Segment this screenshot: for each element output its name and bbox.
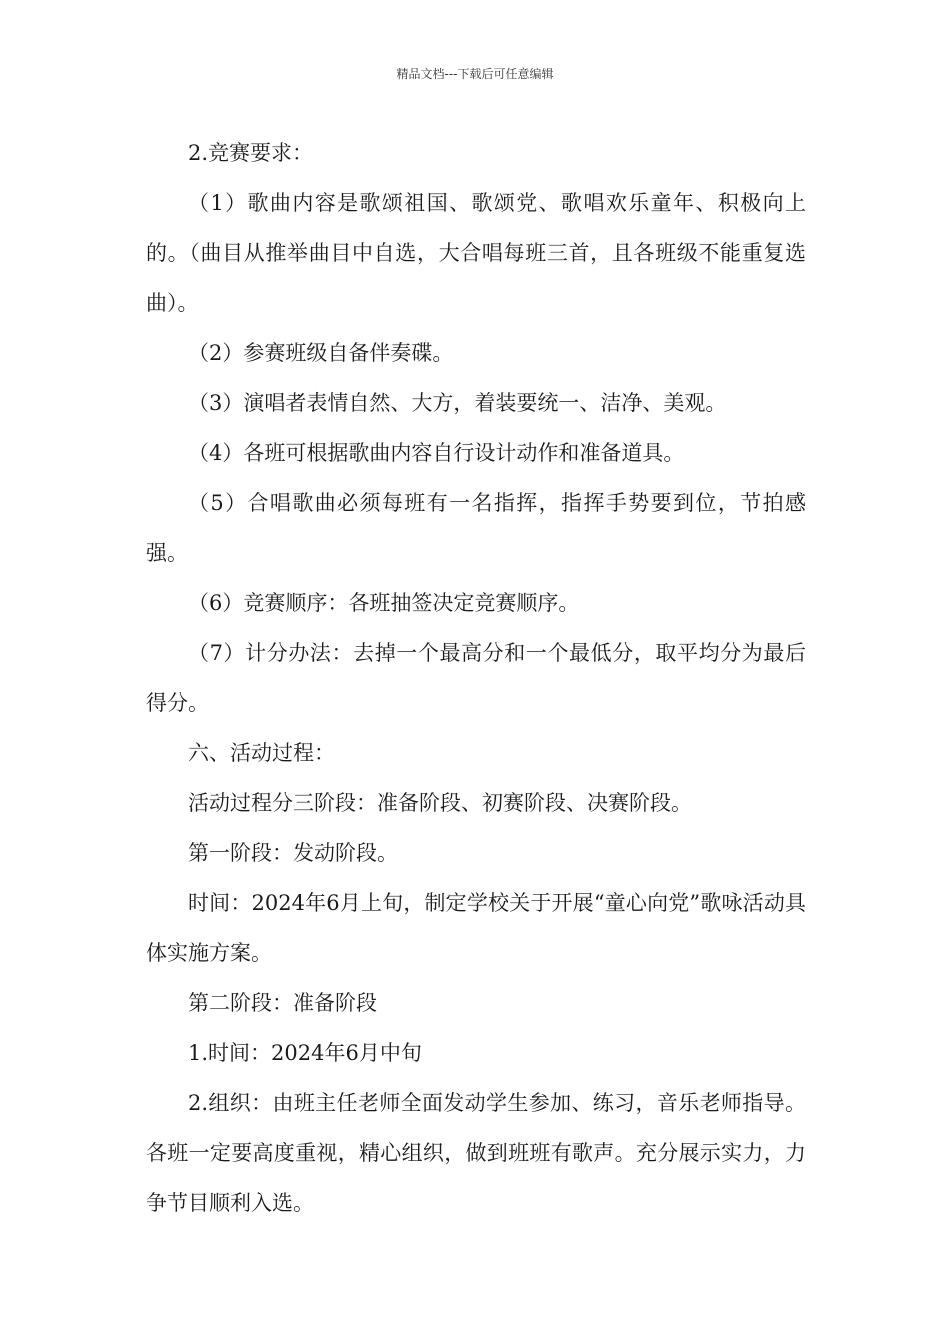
section-heading-activity-process: 六、活动过程：: [188, 741, 335, 765]
paragraph-requirement-4: （4）各班可根据歌曲内容自行设计动作和准备道具。: [188, 441, 685, 465]
paragraph-competition-requirements: 2.竞赛要求：: [188, 141, 314, 165]
paragraph-requirement-5: （5）合唱歌曲必须每班有一名指挥，指挥手势要到位，节拍感强。: [146, 491, 806, 565]
page-header: 精品文档---下载后可任意编辑: [396, 67, 554, 81]
document-body: [146, 128, 806, 1228]
paragraph-requirement-3: （3）演唱者表情自然、大方，着装要统一、洁净、美观。: [188, 391, 727, 415]
paragraph-stage-two-time: 1.时间：2024年6月中旬: [188, 1041, 422, 1065]
paragraph-stage-two-organization: 2.组织：由班主任老师全面发动学生参加、练习，音乐老师指导。各班一定要高度重视，精心组织，做到班班有歌声。充分展示实力，力争节目顺利入选。: [146, 1091, 806, 1215]
paragraph-requirement-2: （2）参赛班级自备伴奏碟。: [188, 341, 454, 365]
paragraph-requirement-7: （7）计分办法：去掉一个最高分和一个最低分，取平均分为最后得分。: [146, 641, 806, 715]
paragraph-requirement-1: （1）歌曲内容是歌颂祖国、歌颂党、歌唱欢乐童年、积极向上的。（曲目从推举曲目中自选，大合唱每班三首，且各班级不能重复选曲）。: [146, 191, 806, 315]
paragraph-process-overview: 活动过程分三阶段：准备阶段、初赛阶段、决赛阶段。: [188, 791, 692, 815]
paragraph-stage-one: 第一阶段：发动阶段。: [188, 841, 398, 865]
paragraph-stage-one-time: 时间：2024年6月上旬，制定学校关于开展“童心向党”歌咏活动具体实施方案。: [146, 891, 806, 965]
paragraph-stage-two: 第二阶段：准备阶段: [188, 991, 377, 1015]
paragraph-requirement-6: （6）竞赛顺序：各班抽签决定竞赛顺序。: [188, 591, 580, 615]
